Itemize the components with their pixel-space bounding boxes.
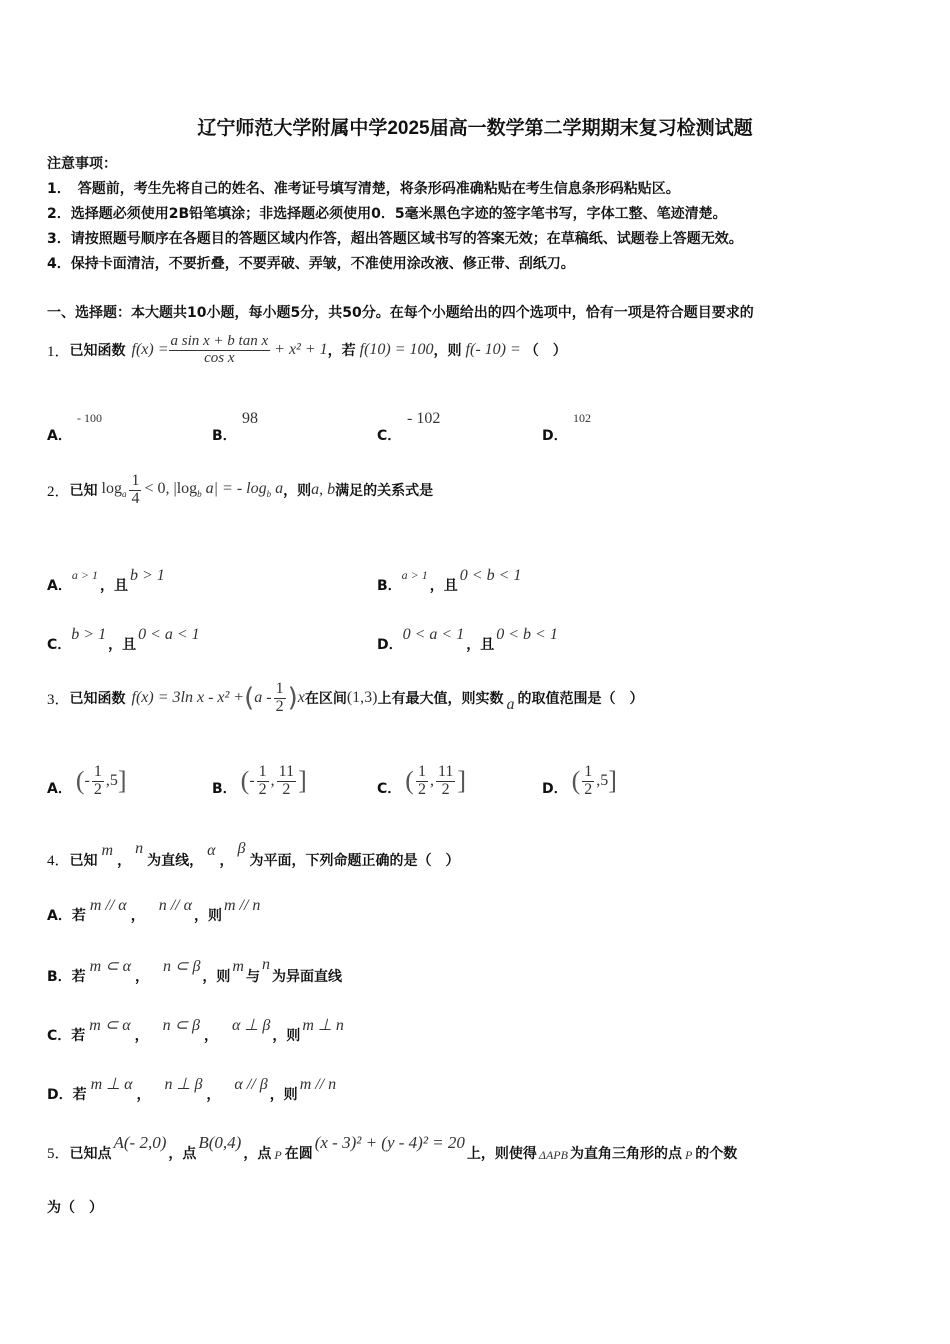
left-fraction bbox=[92, 764, 104, 799]
log-base: a bbox=[121, 489, 127, 500]
point-a: A(- 2,0) bbox=[113, 1133, 167, 1152]
condition-2: n ⊂ β bbox=[162, 1017, 201, 1034]
page-title: 辽宁师范大学附属中学2025届高一数学第二学期期末复习检测试题 bbox=[197, 118, 753, 139]
formula-fraction bbox=[169, 334, 271, 367]
comma: , bbox=[105, 772, 110, 789]
condition-2: n ⊂ β bbox=[163, 958, 201, 975]
option-label: C． bbox=[377, 781, 402, 797]
option-label: D． bbox=[377, 637, 403, 653]
notice-item-4: 4．保持卡面清洁，不要折叠，不要弄破、弄皱，不准使用涂改液、修正带、刮纸刀。 bbox=[47, 256, 575, 272]
comma: , bbox=[270, 772, 275, 789]
notice-item-1: 1． 答题前，考生先将自己的姓名、准考证号填写清楚，将条形码准确粘贴在考生信息条形码粘贴区。 bbox=[47, 181, 680, 197]
option-part: 0 < a < 1 bbox=[402, 626, 465, 643]
fraction-denominator: 2 bbox=[417, 780, 426, 798]
left-paren: ( bbox=[75, 766, 85, 795]
result: m bbox=[232, 958, 244, 975]
option-interval bbox=[241, 764, 307, 799]
right-bracket: ] bbox=[457, 766, 467, 795]
option-conj: ，且 bbox=[466, 637, 495, 653]
q3-option-b[interactable] bbox=[212, 756, 307, 806]
notice-item-2: 2．选择题必须使用2B铅笔填涂；非选择题必须使用0．5毫米黑色字迹的签字笔书写，字体工整、笔迹清楚。 bbox=[47, 206, 727, 222]
option-d-label[interactable]: D． bbox=[542, 428, 568, 444]
separator: ， bbox=[136, 1087, 151, 1103]
option-if: 若 bbox=[71, 969, 86, 985]
separator: ， bbox=[204, 1028, 219, 1044]
option-b-value: 98 bbox=[242, 410, 258, 427]
option-b-label[interactable]: B． bbox=[212, 428, 237, 444]
option-conj: ，且 bbox=[108, 637, 137, 653]
fraction-numerator: 1 bbox=[417, 762, 426, 780]
fraction-denominator: 2 bbox=[93, 780, 102, 798]
right-bracket: ] bbox=[608, 766, 617, 795]
notice-heading: 注意事项： bbox=[47, 156, 117, 172]
q4-option-b[interactable] bbox=[47, 956, 342, 986]
option-interval bbox=[572, 764, 617, 799]
formula-part: a - bbox=[254, 689, 272, 706]
option-part: 0 < a < 1 bbox=[138, 626, 200, 643]
right-value: 5 bbox=[600, 772, 609, 789]
option-a-label[interactable]: A． bbox=[47, 428, 72, 444]
formula-condition: f(10) = 100 bbox=[359, 341, 434, 358]
question-text: 已知函数 bbox=[69, 691, 126, 707]
fraction-numerator: 11 bbox=[278, 762, 295, 780]
log-text: log bbox=[101, 480, 122, 498]
q4-option-a[interactable] bbox=[47, 897, 260, 925]
question-text: 为直角三角形的点 bbox=[569, 1146, 682, 1162]
q4-option-d[interactable] bbox=[47, 1074, 336, 1104]
comma: , bbox=[596, 772, 601, 789]
q4-option-c[interactable] bbox=[47, 1015, 344, 1045]
question-text: 上有最大值，则实数 bbox=[377, 691, 504, 707]
formula-log bbox=[102, 480, 127, 499]
question-3 bbox=[47, 672, 644, 724]
question-text: 已知点 bbox=[69, 1146, 112, 1162]
fraction-denominator: 4 bbox=[131, 489, 140, 507]
left-fraction bbox=[257, 764, 269, 799]
option-label: A． bbox=[47, 781, 72, 797]
question-text: ，则 bbox=[283, 483, 312, 499]
fraction-numerator: a sin x + b tan x bbox=[170, 332, 269, 349]
question-text: ，若 bbox=[327, 343, 356, 359]
question-text: 在区间 bbox=[304, 691, 347, 707]
answer-paren: （ ） bbox=[524, 343, 567, 359]
formula-fraction bbox=[129, 473, 141, 508]
question-1 bbox=[47, 330, 567, 370]
option-then: ，则 bbox=[202, 969, 231, 985]
result: m // n bbox=[223, 897, 261, 914]
question-5-continued: 为（ ） bbox=[47, 1200, 103, 1216]
option-and: 与 bbox=[245, 969, 260, 985]
question-text: 上，则使得 bbox=[466, 1146, 537, 1162]
option-label: D． bbox=[542, 781, 568, 797]
formula-interval: (1,3) bbox=[346, 689, 378, 706]
expr-text: a| = - log bbox=[205, 480, 267, 498]
option-label: D． bbox=[47, 1087, 73, 1103]
fraction-denominator: 2 bbox=[441, 780, 450, 798]
condition-3: α // β bbox=[234, 1076, 268, 1093]
formula-lhs: f(x) = bbox=[131, 341, 169, 358]
option-interval bbox=[76, 764, 127, 799]
question-text: 满足的关系式是 bbox=[335, 483, 434, 499]
option-label: B． bbox=[212, 781, 237, 797]
left-fraction bbox=[416, 764, 428, 799]
fraction-denominator: 2 bbox=[258, 780, 267, 798]
q2-option-c[interactable] bbox=[47, 626, 200, 654]
option-conj: ，且 bbox=[99, 578, 128, 594]
right-value: 5 bbox=[109, 772, 118, 789]
question-5 bbox=[47, 1133, 737, 1163]
option-then: ，则 bbox=[272, 1028, 301, 1044]
condition-1: m ⊥ α bbox=[90, 1076, 133, 1093]
question-number: 4． bbox=[47, 853, 70, 869]
separator: ， bbox=[130, 908, 145, 924]
option-part: b > 1 bbox=[129, 567, 165, 584]
var-n: n bbox=[135, 840, 144, 857]
result: m // n bbox=[299, 1076, 337, 1093]
option-then: ，则 bbox=[193, 908, 222, 924]
separator: ， bbox=[134, 1028, 149, 1044]
fraction-denominator: 2 bbox=[584, 780, 593, 798]
right-fraction bbox=[277, 764, 296, 799]
fraction-denominator: cos x bbox=[204, 349, 235, 366]
formula-part bbox=[144, 480, 283, 499]
formula-lhs: f(x) = 3ln x - x² + bbox=[131, 689, 245, 706]
question-2 bbox=[47, 470, 433, 510]
formula-ask: f(- 10) = bbox=[465, 341, 521, 358]
expr-text: < 0, |log bbox=[144, 480, 198, 498]
fraction-numerator: 1 bbox=[584, 762, 593, 780]
question-text: ，点 bbox=[243, 1146, 272, 1162]
formula-part: x bbox=[297, 689, 305, 706]
fraction-numerator: 1 bbox=[275, 679, 284, 697]
q3-option-c[interactable] bbox=[377, 756, 466, 806]
option-label: B． bbox=[377, 578, 402, 594]
triangle: ΔAPB bbox=[538, 1148, 568, 1162]
option-label: A． bbox=[47, 578, 72, 594]
option-part: 0 < b < 1 bbox=[496, 626, 558, 643]
separator: ， bbox=[117, 853, 132, 869]
left-fraction bbox=[582, 764, 594, 799]
log-base: b bbox=[197, 489, 202, 500]
condition-1: m ⊂ α bbox=[89, 958, 132, 975]
log-base: b bbox=[266, 489, 272, 500]
fraction-numerator: 11 bbox=[437, 762, 454, 780]
q2-option-b[interactable] bbox=[377, 567, 521, 595]
q3-option-d[interactable] bbox=[542, 756, 617, 806]
fraction-numerator: 1 bbox=[258, 762, 267, 780]
option-then: ，则 bbox=[269, 1087, 298, 1103]
left-paren: ( bbox=[244, 683, 255, 713]
fraction-numerator: 1 bbox=[93, 762, 102, 780]
condition-1: m ⊂ α bbox=[89, 1017, 131, 1034]
question-text: 为平面，下列命题正确的是（ ） bbox=[249, 853, 460, 869]
fraction-numerator: 1 bbox=[131, 471, 140, 489]
option-label: C． bbox=[47, 637, 72, 653]
q2-option-d[interactable] bbox=[377, 626, 558, 654]
var-m: m bbox=[101, 842, 114, 859]
notice-item-3: 3．请按照题号顺序在各题目的答题区域内作答，超出答题区域书写的答案无效；在草稿纸、试题卷上答题无效。 bbox=[47, 231, 743, 247]
sign: - bbox=[249, 772, 255, 789]
formula-fraction bbox=[274, 681, 286, 716]
option-label: C． bbox=[47, 1028, 72, 1044]
option-part: b > 1 bbox=[71, 626, 107, 643]
right-bracket: ] bbox=[298, 766, 307, 795]
question-number: 1． bbox=[47, 343, 70, 360]
result: m ⊥ n bbox=[302, 1017, 344, 1034]
option-c-value: - 102 bbox=[407, 410, 441, 427]
question-number: 2． bbox=[47, 483, 70, 500]
option-if: 若 bbox=[71, 1028, 86, 1044]
question-number: 3． bbox=[47, 691, 70, 708]
point-p: P bbox=[274, 1148, 282, 1162]
comma: , bbox=[429, 772, 434, 789]
point-b: B(0,4) bbox=[198, 1133, 242, 1152]
section-heading: 一、选择题：本大题共10小题，每小题5分，共50分。在每个小题给出的四个选项中，恰有一项是符合题目要求的 bbox=[47, 305, 754, 321]
option-part: a > 1 bbox=[71, 568, 98, 582]
option-part: a > 1 bbox=[401, 568, 428, 582]
option-if: 若 bbox=[71, 908, 86, 924]
left-paren: ( bbox=[405, 766, 414, 795]
separator: ， bbox=[135, 969, 150, 985]
option-if: 若 bbox=[72, 1087, 87, 1103]
question-text: 已知 bbox=[69, 853, 98, 869]
expr-text: a bbox=[275, 480, 284, 498]
option-label: A． bbox=[47, 908, 72, 924]
question-4 bbox=[47, 840, 459, 870]
option-tail: 为异面直线 bbox=[271, 969, 342, 985]
right-fraction bbox=[436, 764, 455, 799]
option-d-value: 102 bbox=[573, 411, 591, 425]
question-number: 5． bbox=[47, 1146, 70, 1162]
option-c-label[interactable]: C． bbox=[377, 428, 402, 444]
q3-option-a[interactable] bbox=[47, 756, 127, 806]
option-conj: ，且 bbox=[429, 578, 458, 594]
condition-1: m // α bbox=[89, 897, 127, 914]
formula-tail: + x² + 1 bbox=[274, 341, 328, 358]
question-text: ，则 bbox=[433, 343, 462, 359]
sign: - bbox=[84, 772, 90, 789]
condition-2: n ⊥ β bbox=[164, 1076, 203, 1093]
formula-vars: a, b bbox=[311, 481, 336, 498]
question-text: 已知函数 bbox=[69, 343, 126, 359]
option-part: 0 < b < 1 bbox=[459, 567, 522, 584]
circle-equation: (x - 3)² + (y - 4)² = 20 bbox=[314, 1133, 465, 1152]
var-beta: β bbox=[237, 840, 246, 857]
question-text: 的个数 bbox=[695, 1146, 738, 1162]
formula-var: a bbox=[506, 696, 515, 713]
option-a-value: - 100 bbox=[77, 411, 102, 425]
question-text: 的取值范围是（ ） bbox=[517, 691, 644, 707]
fraction-denominator: 2 bbox=[282, 780, 291, 798]
question-text: 已知 bbox=[69, 483, 98, 499]
condition-3: α ⊥ β bbox=[232, 1017, 271, 1034]
separator: ， bbox=[206, 1087, 221, 1103]
left-paren: ( bbox=[240, 766, 250, 795]
left-paren: ( bbox=[571, 766, 581, 795]
question-text: 在圆 bbox=[284, 1146, 313, 1162]
question-text: ，点 bbox=[168, 1146, 197, 1162]
var-alpha: α bbox=[207, 842, 216, 859]
separator: ， bbox=[219, 853, 234, 869]
option-interval bbox=[405, 764, 466, 799]
fraction-denominator: 2 bbox=[275, 697, 284, 715]
question-text: 为直线， bbox=[147, 853, 204, 869]
right-paren: ) bbox=[287, 683, 298, 713]
result-2: n bbox=[261, 956, 270, 973]
q2-option-a[interactable] bbox=[47, 567, 165, 595]
condition-2: n // α bbox=[158, 897, 192, 914]
right-bracket: ] bbox=[117, 766, 127, 795]
point-p: P bbox=[684, 1148, 693, 1162]
option-label: B． bbox=[47, 969, 72, 985]
